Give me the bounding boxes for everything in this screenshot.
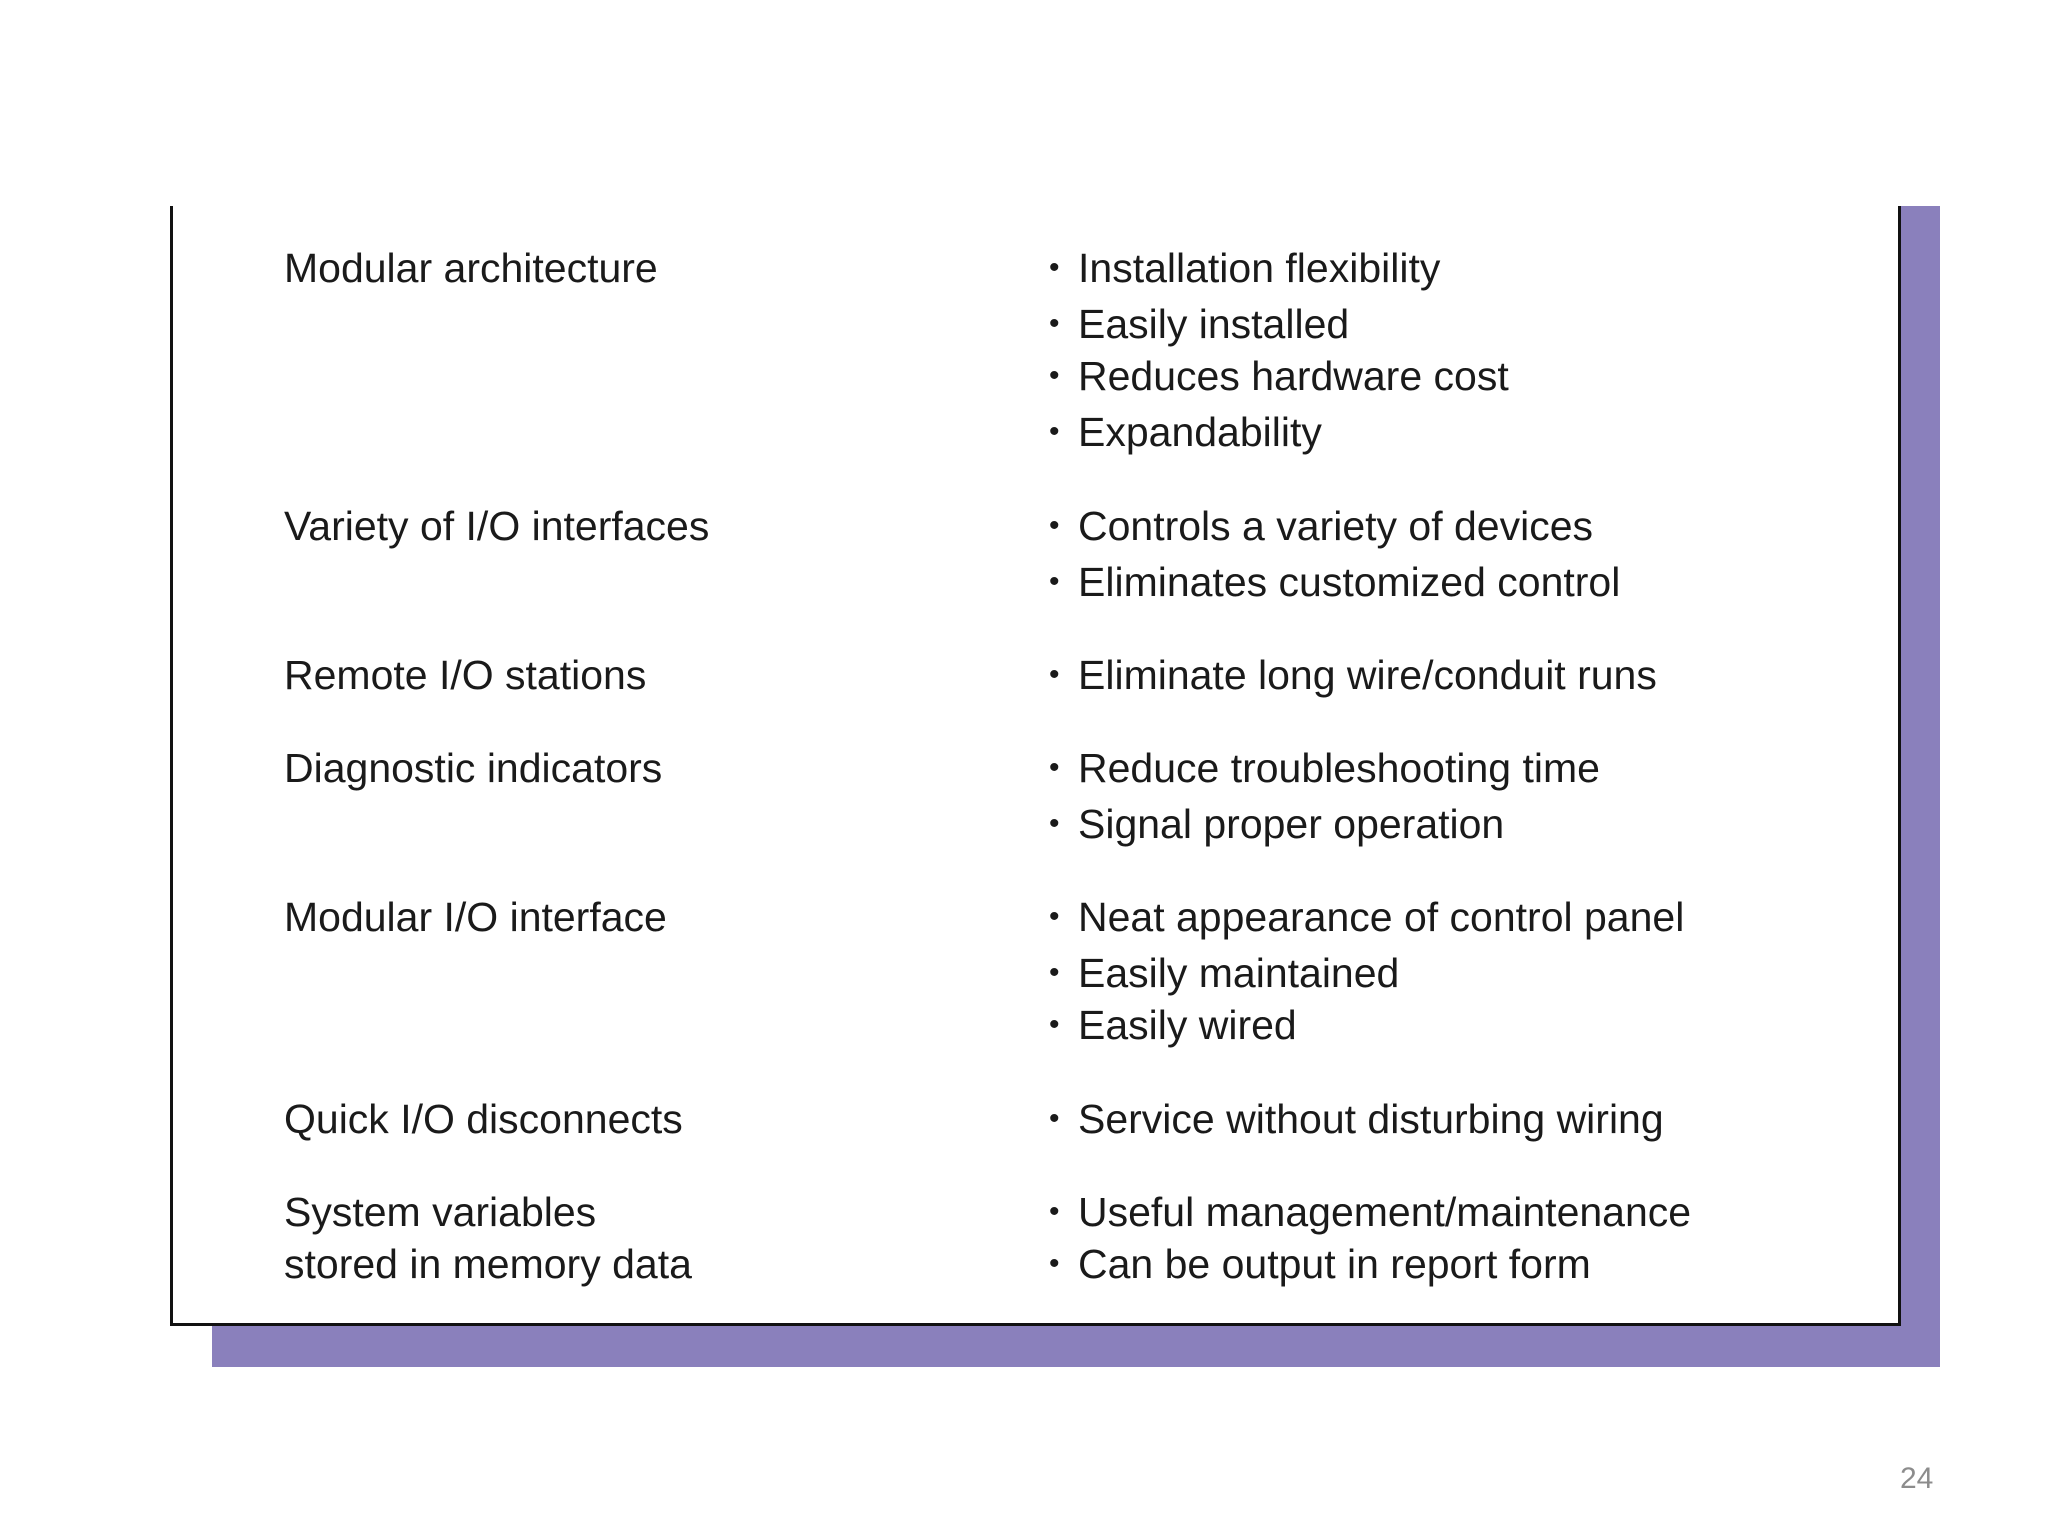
bullet-icon: •	[1049, 1008, 1060, 1041]
benefit-item	[1049, 298, 1898, 350]
benefit-text: Eliminate long wire/conduit runs	[1078, 652, 1657, 698]
bullet-icon: •	[1049, 251, 1060, 284]
benefit-item	[1049, 556, 1898, 608]
feature-label-line: Remote I/O stations	[284, 652, 647, 698]
feature-label	[284, 1186, 1044, 1290]
table-rows	[284, 242, 1898, 1294]
table-row	[284, 649, 1898, 742]
benefit-text: Eliminates customized control	[1078, 559, 1621, 605]
benefit-text: Easily installed	[1078, 301, 1350, 347]
benefit-item	[1049, 947, 1898, 999]
feature-label-line: Quick I/O disconnects	[284, 1096, 683, 1142]
benefit-list	[1049, 242, 1898, 458]
feature-label-line: stored in memory data	[284, 1241, 692, 1287]
benefit-text: Service without disturbing wiring	[1078, 1096, 1664, 1142]
benefit-item	[1049, 242, 1898, 294]
bullet-icon: •	[1049, 956, 1060, 989]
table-row	[284, 242, 1898, 500]
benefit-text: Signal proper operation	[1078, 801, 1505, 847]
feature-label-line: System variables	[284, 1189, 597, 1235]
benefit-item	[1049, 798, 1898, 850]
bullet-icon: •	[1049, 1102, 1060, 1135]
benefit-text: Neat appearance of control panel	[1078, 894, 1685, 940]
table-row	[284, 1093, 1898, 1186]
feature-label	[284, 500, 1044, 552]
benefit-list	[1049, 1093, 1898, 1145]
table-row	[284, 891, 1898, 1093]
feature-label-line: Modular I/O interface	[284, 894, 667, 940]
bullet-icon: •	[1049, 807, 1060, 840]
feature-label	[284, 1093, 1044, 1145]
benefit-list	[1049, 742, 1898, 850]
feature-label-line: Diagnostic indicators	[284, 745, 663, 791]
bullet-icon: •	[1049, 359, 1060, 392]
feature-benefit-table	[170, 206, 1901, 1326]
benefit-item	[1049, 999, 1898, 1051]
bullet-icon: •	[1049, 1247, 1060, 1280]
benefit-list	[1049, 1186, 1898, 1290]
benefit-text: Easily wired	[1078, 1002, 1297, 1048]
table-row	[284, 742, 1898, 891]
benefit-item	[1049, 406, 1898, 458]
benefit-text: Reduce troubleshooting time	[1078, 745, 1600, 791]
benefit-list	[1049, 649, 1898, 701]
benefit-item	[1049, 742, 1898, 794]
benefit-text: Controls a variety of devices	[1078, 503, 1594, 549]
benefit-list	[1049, 500, 1898, 608]
benefit-text: Can be output in report form	[1078, 1241, 1591, 1287]
table-row	[284, 1186, 1898, 1294]
bullet-icon: •	[1049, 415, 1060, 448]
feature-label	[284, 649, 1044, 701]
benefit-list	[1049, 891, 1898, 1051]
benefit-item	[1049, 1093, 1898, 1145]
benefit-item	[1049, 891, 1898, 943]
benefit-item	[1049, 350, 1898, 402]
page-number: 24	[1900, 1462, 1934, 1495]
benefit-text: Reduces hardware cost	[1078, 353, 1509, 399]
bullet-icon: •	[1049, 1195, 1060, 1228]
benefit-item	[1049, 500, 1898, 552]
bullet-icon: •	[1049, 307, 1060, 340]
bullet-icon: •	[1049, 900, 1060, 933]
bullet-icon: •	[1049, 751, 1060, 784]
table-row	[284, 500, 1898, 649]
feature-label	[284, 891, 1044, 943]
feature-label-line: Modular architecture	[284, 245, 658, 291]
benefit-text: Useful management/maintenance	[1078, 1189, 1692, 1235]
feature-label-line: Variety of I/O interfaces	[284, 503, 710, 549]
bullet-icon: •	[1049, 658, 1060, 691]
benefit-item	[1049, 1238, 1898, 1290]
benefit-text: Easily maintained	[1078, 950, 1400, 996]
bullet-icon: •	[1049, 565, 1060, 598]
benefit-text: Installation flexibility	[1078, 245, 1441, 291]
benefit-text: Expandability	[1078, 409, 1322, 455]
feature-label	[284, 242, 1044, 294]
bullet-icon: •	[1049, 509, 1060, 542]
feature-label	[284, 742, 1044, 794]
benefit-item	[1049, 1186, 1898, 1238]
benefit-item	[1049, 649, 1898, 701]
